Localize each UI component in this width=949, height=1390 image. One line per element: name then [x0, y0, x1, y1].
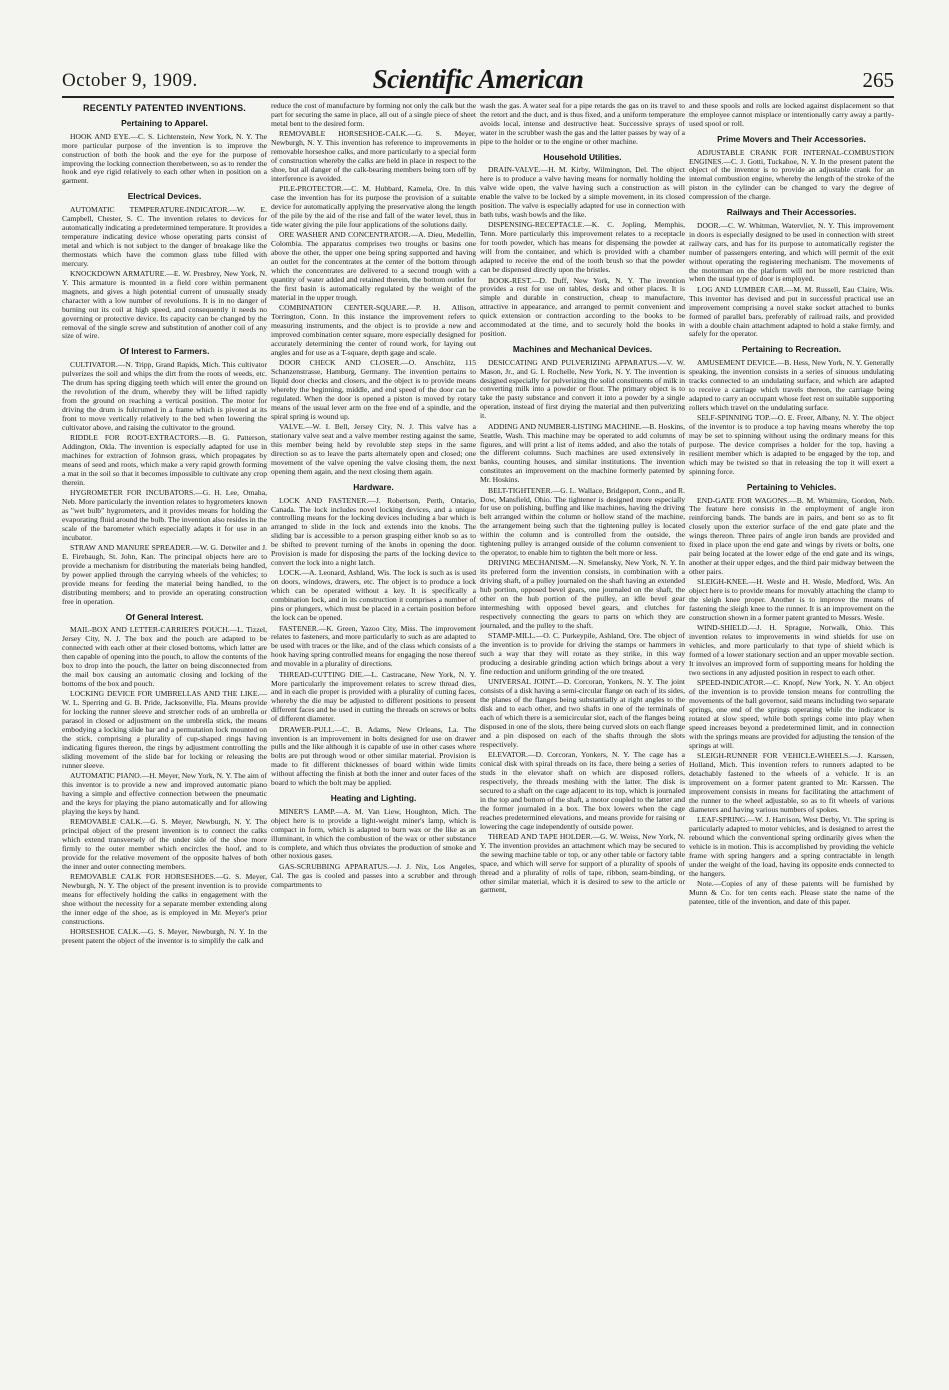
patent-paragraph: MINER'S LAMP.—A. M. Van Liew, Houghton, Mich. The object here is to provide a light-weight miner's lamp, which is compact in form, which is adapted to burn wax or the like as an illuminant, in which the combustion of the wax or other substance is complete, and which thus obviates the production of smoke and other noxious gases. [271, 806, 476, 861]
patent-paragraph: ELEVATOR.—D. Corcoran, Yonkers, N. Y. The cage has a conical disk with spiral threads on its face, there being a series of studs in the elevator shaft on which are disposed rollers, respectively, the threads meshing with the latter. The disk is secured to a shaft on the cage adjacent to its top, which is journaled in the top and bottom of the shaft, a motor coupled to the latter and the former journaled in a box. The box lowers when the cage reaches predetermined elevations, and means provide for raising or lowering the cage independently of outside power. [480, 750, 685, 831]
section-heading: Machines and Mechanical Devices. [512, 343, 653, 354]
patent-paragraph: HOOK AND EYE.—C. S. Lichtenstein, New York, N. Y. The more particular purpose of the invention is to improve the construction of both the hook and the eye for the purpose of improving the locking connection therebetween, so as to render the hook and eye rigid relatively to each other when in position on a garment. [62, 131, 267, 186]
patent-paragraph: REMOVABLE CALK FOR HORSESHOES.—G. S. Meyer, Newburgh, N. Y. The object of the present invention is to provide means for effectively holding the calks in engagement with the shoe without the necessity for a separate member extending along the inner edge of the shoe, as is employed in Mr. Meyer's prior constructions. [62, 872, 267, 926]
patent-paragraph: END-GATE FOR WAGONS.—B. M. Whitmire, Gordon, Neb. The feature here consists in the employment of angle iron reinforcing bands. The bands are in pairs, and bent so as to fit closely upon the exterior surface of the end gate plate and the wings thereon. Three pairs of angle iron bands are provided and fixed in place upon the end gate and wings by rivets or bolts, one pair being located at the lower edge of the end gate and its wings, another at their upper edges, and the third pair midway between the other pairs. [689, 495, 894, 576]
patent-paragraph: LOCK.—A. Leonard, Ashland, Wis. The lock is such as is used on doors, windows, drawers, etc. The object is to produce a lock which can be operated without a key. It is specifically a combination lock, and in its construction it comprises a number of pins or plungers, which must be placed in a certain position before the lock can be opened. [271, 568, 476, 622]
patent-paragraph: REMOVABLE CALK.—G. S. Meyer, Newburgh, N. Y. The principal object of the present invention is to connect the calks which extend transversely of the under side of the shoe more firmly to the outer member which encircles the hoof, and to provide for the relative movement of the opposite halves of both the inner and outer connecting members. [62, 817, 267, 871]
patent-paragraph: ADJUSTABLE CRANK FOR INTERNAL-COMBUSTION ENGINES.—C. J. Gotti, Tuckahoe, N. Y. In the present patent the object of the inventor is to provide an adjustable crank for an internal combustion engine, whereby the length of the stroke of the piston in the cylinder can be changed to vary the degree of compression of the charge. [689, 147, 894, 202]
section-heading: Electrical Devices. [127, 191, 202, 202]
masthead [62, 66, 894, 98]
issue-date: October 9, 1909. [62, 70, 198, 91]
patent-paragraph: KNOCKDOWN ARMATURE.—E. W. Presbrey, New York, N. Y. This armature is mounted in a field core within permanent magnets, and gives a high potential current of unusually steady character with a low number of revolutions. It is in no danger of burning out its coil at high speed, and consequently it needs no governing or protective device. Its capacity can be changed by the removal of the single screw and substitution of another coil of any size of wire. [62, 269, 267, 341]
patent-paragraph: DISPENSING-RECEPTACLE.—K. C. Jopling, Memphis, Tenn. More particularly this improvement relates to a receptacle for tooth powder, which has means for dispensing the powder at will from the container, and which is provided with a chamber adapted to receive the end of the tooth brush so that the powder can be dispensed directly upon the bristles. [480, 220, 685, 274]
patent-paragraph: reduce the cost of manufacture by forming not only the calk but the part for securing the same in place, all out of a single piece of sheet metal bent to the desired form. [271, 102, 476, 128]
column-2 [271, 102, 476, 1372]
patent-paragraph: HYGROMETER FOR INCUBATORS.—G. H. Lee, Omaha, Neb. More particularly the invention relates to hygrometers known as "wet bulb" hygrometers, and it provides means for holding the evaporating fluid around the bulb. The invention also resides in the scale of the barometer which especially adapts it for use in an incubator. [62, 488, 267, 542]
patent-paragraph: wash the gas. A water seal for a pipe retards the gas on its travel to the retort and the duct, and is thus fixed, and a uniform temperature avoids local, intense and destructive heat. Successive sprays of water in the scrubber wash the gas and the latter passes by way of a pipe to the holder or to the engine or other machine. [480, 102, 685, 146]
patent-paragraph: REMOVABLE HORSESHOE-CALK.—G. S. Meyer, Newburgh, N. Y. This invention has reference to improvements in removable horseshoe calks, and more particularly to a special form of construction whereby the calks are held in place in respect to the shoe, but all danger of the calk-bearing members being torn off by interference is avoided. [271, 129, 476, 183]
section-heading: Of Interest to Farmers. [119, 346, 210, 357]
patent-paragraph: AUTOMATIC TEMPERATURE-INDICATOR.—W. E. Campbell, Chester, S. C. The invention relates to devices for automatically indicating a predetermined temperature. It provides a temperature indicating device whose operating parts consist of metal and which is not subject to the danger of breakage like the thermostats which have the common glass tube filled with mercury. [62, 205, 267, 268]
section-heading: Pertaining to Recreation. [741, 344, 842, 355]
patent-paragraph: FASTENER.—K. Green, Yazoo City, Miss. The improvement relates to fasteners, and more particularly to such as are adapted to be used with traces or the like, and of the class which consists of a hook having spring controlled means for engaging the nose thereof and movable in a plurality of directions. [271, 623, 476, 669]
page-number: 265 [862, 68, 894, 92]
patent-paragraph: SELF-SPINNING TOP.—O. E. Freer, Albany, N. Y. The object of the inventor is to produce a top having means whereby the top may be set to spinning without using the ordinary means for this purpose. The device comprises a holder for the top, having a resilient member which is adapted to be engaged by the top, and which may be twisted so that in releasing the top it will exert a spinning force. [689, 413, 894, 476]
patent-paragraph: Note.—Copies of any of these patents will be furnished by Munn & Co. for ten cents each. Please state the name of the patentee, title of the invention, and date of this paper. [689, 879, 894, 906]
section-heading: Pertaining to Apparel. [121, 117, 208, 128]
section-heading: Heating and Lighting. [330, 793, 417, 803]
patent-paragraph: GAS-SCRUBBING APPARATUS.—J. J. Nix, Los Angeles, Cal. The gas is cooled and passes into a scrubber and through compartments to [271, 861, 476, 889]
section-heading: Prime Movers and Their Accessories. [717, 133, 866, 144]
section-heading: Hardware. [353, 481, 394, 492]
patent-paragraph: DOOR.—C. W. Whitman, Watervliet, N. Y. This improvement in doors is especially designed to be used in connection with street railway cars, and has for its purpose to automatically register the number of passengers entering, and which will permit of the exit without operating the registering mechanism. The movements of the motorman on the platform will not be more restricted than when the usual type of door is employed. [689, 220, 894, 284]
patent-paragraph: AMUSEMENT DEVICE.—B. Hess, New York, N. Y. Generally speaking, the invention consists in a series of sinuous undulating tracks connected to an undulating surface, and which are adapted to receive a carriage which travels thereon, the carriage being adapted to carry an occupant whose feet rest on suitable supporting rollers which travel on the undulating surface. [689, 358, 894, 412]
patent-paragraph: AUTOMATIC PIANO.—H. Meyer, New York, N. Y. The aim of this inventor is to provide a new and improved automatic piano having a simple and effective connection between the pneumatic and the keys for playing the piano automatically and for allowing playing the keys by hand. [62, 771, 267, 816]
section-heading: Pertaining to Vehicles. [746, 481, 837, 492]
patent-paragraph: LOCK AND FASTENER.—J. Robertson, Perth, Ontario, Canada. The lock includes novel locking devices, and a unique controlling means for the locking devices including a bar which is arranged to slide in the lock and extends into the knobs. The sliding bar is accessible to a person grasping either knob so as to be shifted to prevent turning of the knobs in opening the door. Provision is made for disposing the parts of the locking device to convert the lock into a night latch. [271, 495, 476, 567]
patent-paragraph: BELT-TIGHTENER.—G. L. Wallace, Bridgeport, Conn., and R. Dow, Mansfield, Ohio. The tightener is designed more especially for use on polishing, buffing and like machines, having the driving belt arranged within the column or hollow stand of the machine, the arrangement being such that the tightening pulley is located within the column and is controlled from the outside, the tightening pulley is arranged outside of the column convenient to the operator, to enable him to tighten the belt more or less. [480, 485, 685, 557]
patent-paragraph: LOG AND LUMBER CAR.—M. M. Russell, Eau Claire, Wis. This inventor has devised and put in successful practical use an improvement comprising a novel stake socket attached to bunks formed of parallel bars, preferably of railroad rails, and provided with a double chain attachment adapted to hold a stake firmly, and safely for the operator. [689, 284, 894, 339]
section-heading: Railways and Their Accessories. [726, 207, 857, 218]
patent-paragraph: DRAIN-VALVE.—H. M. Kirby, Wilmington, Del. The object here is to produce a valve having means for normally holding the valve wide open, the valve having such a construction as will enable the valve to be locked by a simple movement, in its closed position. The valve is especially adapted for use in connection with bath tubs, wash bowls and the like. [480, 165, 685, 219]
column-1 [62, 102, 267, 1372]
patent-paragraph: COMBINATION CENTER-SQUARE.—P. H. Allison, Torrington, Conn. In this instance the improvement refers to measuring instruments, and the object is to provide a new and improved combination center square, more especially designed for accurately determining the center of round work, for laying out angles and for use as a T-square, depth gage and scale. [271, 303, 476, 357]
patent-paragraph: DRIVING MECHANISM.—N. Smelansky, New York, N. Y. In its preferred form the invention consists, in combination with a driving shaft, of a pulley journaled on the shaft having an extended hub portion, opposed bevel gears, one journaled on the shaft, the other on the hub portion of the pulley, an idle bevel gear intermeshing with opposed bevel gears, and clutches for respectively connecting the gears to parts on which they are journaled, and the pulley to the shaft. [480, 558, 685, 630]
patent-paragraph: HORSESHOE CALK.—G. S. Meyer, Newburgh, N. Y. In the present patent the object of the inventor is to simplify the calk and [62, 927, 267, 946]
patent-paragraph: MAIL-BOX AND LETTER-CARRIER'S POUCH.—L. Tizzel, Jersey City, N. J. The box and the pouch are adapted to be connected with each other at their closed bottoms, which latter are then capable of opening into the pouch, to allow the contents of the box to drop into the pouch, the latter on being disconnected from the mail box causing an automatic closing and locking of the bottoms of the box and pouch. [62, 625, 267, 688]
column-4 [689, 102, 894, 1372]
patent-paragraph: DOOR CHECK AND CLOSER.—O. Anschütz, 115 Schanzenstrasse, Hamburg, Germany. The invention pertains to liquid door checks and closers, and the object is to provide means whereby the beginning, middle, and end speed of the door can be regulated. When the door is opened a piston is moved by rotary means of the usual lever arm on the free end of a spindle, and the spiral spring is wound up. [271, 358, 476, 421]
section-heading: Of General Interest. [125, 611, 204, 622]
patent-paragraph: PILE-PROTECTOR.—C. M. Hubbard, Kamela, Ore. In this case the invention has for its purpose the provision of a suitable device for automatically applying the preservative along the length of the pile by the aid of the rise and fall of the water level, thus in tide water giving the pile four applications of the solutions daily. [271, 184, 476, 229]
patent-paragraph: SLEIGH-RUNNER FOR VEHICLE-WHEELS.—J. Karssen, Holland, Mich. This invention refers to runners adapted to be detachably fastened to the wheels of a vehicle. It is an improvement on a former patent granted to Mr. Karssen. The improvement consists in means for facilitating the attachment of the runner to the wheel adjustable, so as to fit wheels of various diameters and having various numbers of spokes. [689, 751, 894, 814]
patent-paragraph: and these spools and rolls are locked against displacement so that the employee cannot misplace or intentionally carry away a partly-used spool or roll. [689, 102, 894, 128]
patent-paragraph: SPEED-INDICATOR.—C. Knopf, New York, N. Y. An object of the invention is to provide tension means for controlling the movements of the ball governor, said means including two separate springs, one end of the springs operating while the indicator is rotated at slow speed, while both springs come into play when speed increases beyond a predetermined limit, and in connection with the springs means are provided for adjusting the tension of the springs at will. [689, 678, 894, 750]
column-3 [480, 102, 685, 1372]
patent-paragraph: LEAF-SPRING.—W. J. Harrison, West Derby, Vt. The spring is particularly adapted to motor vehicles, and is designed to arrest the rebound which the conventional spring ordinarily gives when the vehicle is in motion. This is accomplished by providing the vehicle frame with spring hangers and a spring contractable in length under the weight of the load, having its opposite ends connected to the hangers. [689, 815, 894, 878]
patent-paragraph: STRAW AND MANURE SPREADER.—W. G. Detwiler and J. E. Firebaugh, St. John, Kan. The principal objects here are to provide a mechanism for distributing the materials being handled, by power applied through the carrying wheels of the vehicles; to provide means for feeding the material being handled, to the distributing members; and to provide an operating construction free in operation. [62, 543, 267, 606]
patent-paragraph: DRAWER-PULL.—C. B. Adams, New Orleans, La. The invention is an improvement in bolts designed for use on drawer pulls and the like although it is capable of use in other cases where bolts are put through wood or other similar material. Provision is made to fit different thicknesses of board within wide limits without affecting the finish at both the inner and outer faces of the board to which the bolt may be applied. [271, 724, 476, 788]
paper-title: Scientific American [372, 64, 584, 94]
section-main-heading: RECENTLY PATENTED INVENTIONS. [83, 103, 246, 113]
patent-paragraph: ADDING AND NUMBER-LISTING MACHINE.—B. Hoskins, Seattle, Wash. This machine may be operated to add columns of figures, and will print a list of items added, and also the totals of the different columns. Such machines are used extensively in banks, counting houses, and similar institutions. The invention constitutes an improvement on the machine formerly patented by Mr. Hoskins. [480, 421, 685, 485]
patent-paragraph: SLEIGH-KNEE.—H. Wesle and H. Wesle, Medford, Wis. An object here is to provide means for movably attaching the clamp to the sleigh knee proper. Another is to improve the means of fastening the sleigh knee to the runner. It is an improvement on the construction shown in a former patent granted to Messrs. Wesle. [689, 577, 894, 622]
patent-paragraph: STAMP-MILL.—O. C. Purkeypile, Ashland, Ore. The object of the invention is to provide for driving the stamps or hammers in such a way that they will rotate as they strike, in this way producing a desirable grinding action which brings about a very fine reduction and uniform grinding of the ore treated. [480, 631, 685, 676]
patent-paragraph: THREAD AND TAPE HOLDER.—G. W. Weiss, New York, N. Y. The invention provides an attachment which may be secured to the sewing machine table or top, or any other table or factory table space, and which will serve for support of a plurality of spools of thread and a plurality of rolls of tape, ribbon, seam-binding, or other similar material, which it is desired to sew to the article or garment, [480, 832, 685, 895]
patent-paragraph: LOCKING DEVICE FOR UMBRELLAS AND THE LIKE.—W. L. Sperring and G. B. Pride, Jacksonville, Fla. Means provide for locking the runner sleeve and stretcher rods of an umbrella or parasol in closed or adjustment on the umbrella stick, the means embodying a locking slide bar and a permutation lock mounted on the stick, comprising a plurality of cup-shaped rings having indicating figures thereon, the rings by adjustment controlling the sliding movement of the slide bar for locking or releasing the runner sleeve. [62, 689, 267, 770]
patent-paragraph: VALVE.—W. I. Bell, Jersey City, N. J. This valve has a stationary valve seat and a valve member resting against the same, this member being held by revoluble step steps in the same direction so as to leave the parts alternately open and closed; one movement of the valve opening the valve closing them, the next opening them again, and the next closing them again. [271, 422, 476, 476]
patent-paragraph: DESICCATING AND PULVERIZING APPARATUS.—V. W. Mason, Jr., and G. I. Rochelle, New York, N. Y. The invention is designed especially for pulverizing the solid constituents of milk in converting milk into a powder or flour. The primary object is to take the pasty substance and convert it into a powder by a single operation, instead of first drying the material and then pulverizing it. [480, 357, 685, 421]
patent-paragraph: ORE WASHER AND CONCENTRATOR.—A. Dieu, Medellin, Colombia. The apparatus comprises two troughs or basins one above the other, the upper one being spring supported and having an outlet for the concentrates at the center of the bottom through which the concentrates are delivered to a second trough with a quantity of water added and retained therein, the bottom outlet for the first basin is automatically regulated by the weight of the material in the upper trough. [271, 230, 476, 302]
section-heading: Household Utilities. [543, 151, 622, 162]
patent-paragraph: UNIVERSAL JOINT.—D. Corcoran, Yonkers, N. Y. The joint consists of a disk having a semi-circular flange on each of its sides, the planes of the flanges being substantially at right angles to the disk and to each other, and two shafts in one of the terminals of each of which there is a semicircular slot, each of the flanges being disposed in one of the slots, there being curved slots on each flange and a pin disposed on each of the shafts through the slots respectively. [480, 677, 685, 749]
patent-paragraph: CULTIVATOR.—N. Tripp, Grand Rapids, Mich. This cultivator pulverizes the soil and whips the dirt from the roots of weeds, etc. The drum has spring digging teeth which will enter the ground on the revolution of the drum, whereby they will be lifted rapidly from the ground on reaching a vertical position. The motor for driving the drum is fulcrumed in a frame which is pivoted at its front to move vertically relatively to the bed when lowering the cultivator above, and raising the cultivator to the ground. [62, 360, 267, 432]
patent-paragraph: THREAD-CUTTING DIE.—L. Castracane, New York, N. Y. More particularly the improvement relates to screw thread dies, and in each die proper is provided with a plurality of cutting faces, whereby the die may be adjusted to different positions to present different faces and be used in cutting the threads on screws or bolts of different diameter. [271, 669, 476, 724]
patent-paragraph: RIDDLE FOR ROOT-EXTRACTORS.—B. G. Patterson, Addington, Okla. The invention is especially adapted for use in machines for extraction of Johnson grass, which propagates by means of seed and roots, which make a very rapid growth forming a mat in the soil so that it becomes impossible to cultivate any crop therein. [62, 433, 267, 487]
patent-paragraph: WIND-SHIELD.—J. H. Sprague, Norwalk, Ohio. This invention relates to improvements in wind shields for use on vehicles, and more particularly to that type of shield which is formed of a lower stationary section and an upper movable section. It involves an improved form of supporting means for holding the two sections in any adjusted position in respect to each other. [689, 623, 894, 677]
text-columns [62, 102, 894, 1372]
patent-paragraph: BOOK-REST.—D. Duff, New York, N. Y. The invention provides a rest for use on tables, desks and other places. It is simple and durable in construction, cheap to manufacture, attractive in appearance, and arranged to permit convenient and quick extension or contraction according to the books to be accommodated at the time, and to securely hold the books in position. [480, 275, 685, 338]
